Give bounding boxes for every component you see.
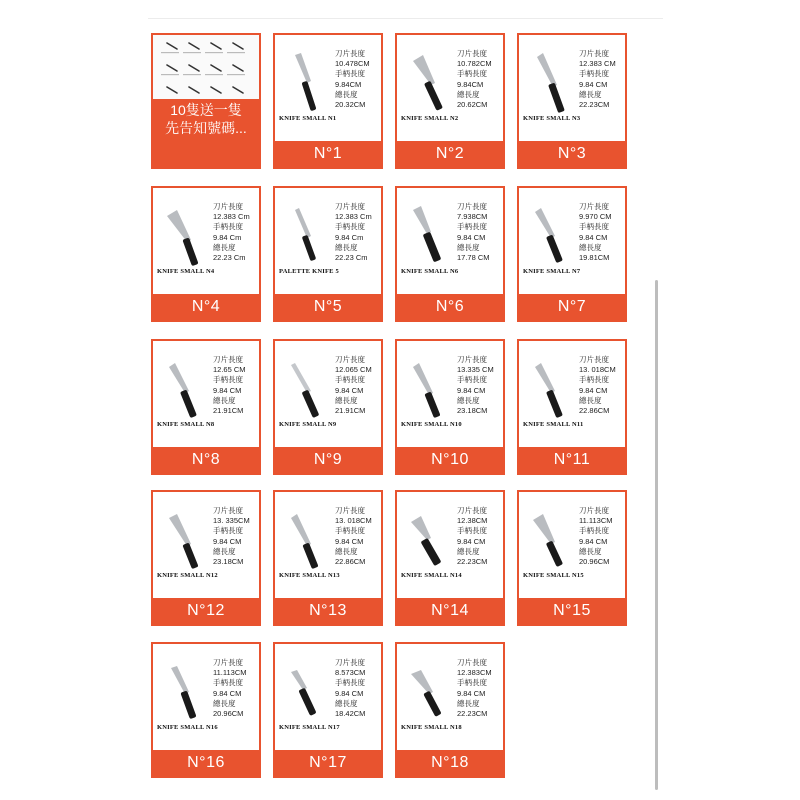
blade-length-label: 刀片長度 [579,202,609,211]
total-length-value: 22.23CM [457,557,488,567]
blade-length-label: 刀片長度 [335,355,365,364]
knife-thumbnails-icon [153,35,259,105]
handle-length-value: 9.84 CM [457,688,486,698]
total-length-value: 20.32CM [335,100,366,110]
blade-length-label: 刀片長度 [335,202,365,211]
total-length-label: 總長度 [335,698,358,708]
product-image [275,492,381,598]
blade-length-label: 刀片長度 [579,355,609,364]
product-card-n11[interactable] [517,339,627,475]
product-name: KNIFE SMALL N18 [401,724,462,731]
blade-length-value: 10.478CM [335,59,370,69]
product-specs [213,355,246,416]
handle-length-value: 9.84CM [335,79,362,89]
handle-length-value: 9.84CM [457,79,484,89]
product-image [275,188,381,294]
blade-length-label: 刀片長度 [213,202,243,211]
handle-length-label: 手柄長度 [457,69,487,79]
product-specs [335,355,372,416]
blade-length-value: 13.335 CM [457,365,494,375]
handle-length-label: 手柄長度 [335,526,365,536]
handle-length-value: 9.84 CM [457,536,486,546]
total-length-value: 22.23CM [457,709,488,719]
product-card-n7[interactable] [517,186,627,322]
total-length-value: 17.78 CM [457,253,490,263]
total-length-value: 22.86CM [579,406,610,416]
total-length-label: 總長度 [335,89,358,99]
handle-length-label: 手柄長度 [335,222,365,232]
product-name: KNIFE SMALL N6 [401,268,459,275]
total-length-label: 總長度 [335,395,358,405]
palette-knife-icon [407,200,457,270]
blade-length-value: 13. 018CM [579,365,616,375]
handle-length-label: 手柄長度 [213,526,243,536]
handle-length-label: 手柄長度 [335,69,365,79]
product-card-n15[interactable] [517,490,627,626]
total-length-value: 20.96CM [213,709,244,719]
handle-length-value: 9.84 CM [457,385,486,395]
product-name: KNIFE SMALL N15 [523,572,584,579]
total-length-value: 22.23 Cm [213,253,246,263]
promo-bar [153,141,259,167]
product-number: N°1 [275,141,381,167]
product-number: N°14 [397,598,503,624]
blade-length-label: 刀片長度 [579,506,609,515]
blade-length-value: 9.970 CM [579,212,612,222]
total-length-label: 總長度 [213,242,236,252]
blade-length-value: 12.383 Cm [213,212,250,222]
product-card-n3[interactable] [517,33,627,169]
blade-length-label: 刀片長度 [579,49,609,58]
product-name: KNIFE SMALL N9 [279,421,337,428]
blade-length-label: 刀片長度 [457,506,487,515]
palette-knife-icon [529,200,579,270]
product-card-n12[interactable] [151,490,261,626]
product-number: N°10 [397,447,503,473]
blade-length-value: 12.65 CM [213,365,246,375]
product-specs [457,202,490,263]
blade-length-label: 刀片長度 [335,49,365,58]
total-length-label: 總長度 [457,89,480,99]
total-length-value: 22.23CM [579,100,610,110]
blade-length-label: 刀片長度 [335,658,365,667]
promo-card[interactable] [151,33,261,169]
handle-length-label: 手柄長度 [335,375,365,385]
product-name: KNIFE SMALL N17 [279,724,340,731]
product-number: N°15 [519,598,625,624]
product-card-n6[interactable] [395,186,505,322]
product-card-n16[interactable] [151,642,261,778]
palette-knife-icon [407,47,457,117]
total-length-label: 總長度 [213,546,236,556]
total-length-value: 18.42CM [335,709,366,719]
palette-knife-icon [163,200,213,270]
handle-length-value: 9.84 CM [213,688,242,698]
product-number: N°4 [153,294,259,320]
blade-length-value: 8.573CM [335,668,366,678]
product-card-n8[interactable] [151,339,261,475]
handle-length-value: 9.84 CM [579,79,608,89]
total-length-label: 總長度 [579,89,602,99]
product-name: KNIFE SMALL N2 [401,115,459,122]
blade-length-value: 12.383 CM [579,59,616,69]
product-name: KNIFE SMALL N4 [157,268,215,275]
total-length-label: 總長度 [457,242,480,252]
palette-knife-icon [285,656,335,726]
total-length-value: 22.23 Cm [335,253,368,263]
product-name: KNIFE SMALL N11 [523,421,584,428]
handle-length-value: 9.84 CM [213,536,242,546]
blade-length-label: 刀片長度 [213,355,243,364]
product-image [519,492,625,598]
handle-length-value: 9.84 Cm [335,232,364,242]
total-length-label: 總長度 [213,395,236,405]
total-length-label: 總長度 [579,546,602,556]
palette-knife-icon [285,200,335,270]
product-specs [335,658,365,719]
product-specs [457,49,492,110]
product-number: N°13 [275,598,381,624]
product-name: KNIFE SMALL N12 [157,572,218,579]
product-number: N°3 [519,141,625,167]
blade-length-label: 刀片長度 [457,49,487,58]
product-name: KNIFE SMALL N14 [401,572,462,579]
product-image [153,492,259,598]
product-number: N°16 [153,750,259,776]
total-length-label: 總長度 [335,242,358,252]
handle-length-value: 9.84 Cm [213,232,242,242]
total-length-value: 20.62CM [457,100,488,110]
palette-knife-icon [163,504,213,574]
product-image [153,644,259,750]
product-image [519,341,625,447]
product-specs [335,202,372,263]
product-image [397,188,503,294]
promo-line-1: 10隻送一隻 [170,102,242,118]
blade-length-value: 12.065 CM [335,365,372,375]
product-specs [579,49,616,110]
promo-banner [153,99,259,141]
handle-length-value: 9.84 CM [335,536,364,546]
palette-knife-icon [529,353,579,423]
palette-knife-icon [285,504,335,574]
product-number: N°9 [275,447,381,473]
handle-length-value: 9.84 CM [579,536,608,546]
blade-length-value: 12.383CM [457,668,492,678]
handle-length-label: 手柄長度 [579,526,609,536]
product-specs [457,658,492,719]
total-length-value: 20.96CM [579,557,610,567]
handle-length-value: 9.84 CM [579,385,608,395]
product-specs [213,202,250,263]
promo-line-2: 先告知號碼... [165,120,247,136]
product-image [153,188,259,294]
product-card-n10[interactable] [395,339,505,475]
palette-knife-icon [163,353,213,423]
product-number: N°2 [397,141,503,167]
handle-length-label: 手柄長度 [213,375,243,385]
handle-length-label: 手柄長度 [579,222,609,232]
total-length-value: 21.91CM [335,406,366,416]
product-number: N°5 [275,294,381,320]
blade-length-value: 12.383 Cm [335,212,372,222]
palette-knife-icon [407,656,457,726]
product-name: KNIFE SMALL N8 [157,421,215,428]
product-number: N°8 [153,447,259,473]
palette-knife-icon [529,504,579,574]
blade-length-label: 刀片長度 [457,355,487,364]
palette-knife-icon [285,353,335,423]
handle-length-label: 手柄長度 [457,222,487,232]
handle-length-label: 手柄長度 [335,678,365,688]
product-card-n2[interactable] [395,33,505,169]
product-image [397,35,503,141]
total-length-value: 19.81CM [579,253,610,263]
handle-length-label: 手柄長度 [579,375,609,385]
total-length-value: 23.18CM [213,557,244,567]
product-name: KNIFE SMALL N7 [523,268,581,275]
product-card-n5[interactable] [273,186,383,322]
product-image [397,644,503,750]
product-name: KNIFE SMALL N16 [157,724,218,731]
product-image [519,188,625,294]
blade-length-value: 11.113CM [579,516,613,526]
handle-length-label: 手柄長度 [457,375,487,385]
product-image [275,35,381,141]
product-specs [579,355,616,416]
product-number: N°7 [519,294,625,320]
product-image [153,341,259,447]
product-image [397,341,503,447]
product-name: KNIFE SMALL N3 [523,115,581,122]
blade-length-value: 11.113CM [213,668,247,678]
blade-length-label: 刀片長度 [213,658,243,667]
product-specs [579,506,613,567]
total-length-label: 總長度 [579,395,602,405]
total-length-label: 總長度 [579,242,602,252]
product-specs [457,355,494,416]
handle-length-value: 9.84 CM [579,232,608,242]
total-length-value: 21.91CM [213,406,244,416]
product-image [519,35,625,141]
blade-length-label: 刀片長度 [335,506,365,515]
product-number: N°11 [519,447,625,473]
handle-length-value: 9.84 CM [213,385,242,395]
total-length-label: 總長度 [213,698,236,708]
blade-length-value: 10.782CM [457,59,492,69]
total-length-value: 23.18CM [457,406,488,416]
product-name: KNIFE SMALL N1 [279,115,337,122]
blade-length-value: 12.38CM [457,516,488,526]
handle-length-value: 9.84 CM [335,688,364,698]
product-image [397,492,503,598]
total-length-label: 總長度 [457,546,480,556]
palette-knife-icon [163,656,213,726]
handle-length-label: 手柄長度 [213,222,243,232]
product-card-n17[interactable] [273,642,383,778]
total-length-label: 總長度 [335,546,358,556]
product-specs [213,506,250,567]
handle-length-label: 手柄長度 [457,526,487,536]
handle-length-label: 手柄長度 [457,678,487,688]
blade-length-label: 刀片長度 [457,658,487,667]
product-specs [457,506,487,567]
handle-length-label: 手柄長度 [579,69,609,79]
palette-knife-icon [529,47,579,117]
palette-knife-icon [407,504,457,574]
total-length-label: 總長度 [457,395,480,405]
product-image [275,341,381,447]
product-card-n18[interactable] [395,642,505,778]
product-card-n9[interactable] [273,339,383,475]
product-specs [335,49,370,110]
product-card-n13[interactable] [273,490,383,626]
product-specs [213,658,247,719]
total-length-label: 總長度 [457,698,480,708]
product-number: N°17 [275,750,381,776]
product-name: KNIFE SMALL N13 [279,572,340,579]
product-card-n14[interactable] [395,490,505,626]
blade-length-value: 13. 335CM [213,516,250,526]
handle-length-value: 9.84 CM [335,385,364,395]
total-length-value: 22.86CM [335,557,366,567]
product-number: N°6 [397,294,503,320]
blade-length-label: 刀片長度 [457,202,487,211]
product-specs [579,202,612,263]
product-image [275,644,381,750]
product-number: N°12 [153,598,259,624]
product-card-n4[interactable] [151,186,261,322]
product-card-n1[interactable] [273,33,383,169]
handle-length-value: 9.84 CM [457,232,486,242]
palette-knife-icon [407,353,457,423]
product-specs [335,506,372,567]
product-number: N°18 [397,750,503,776]
blade-length-label: 刀片長度 [213,506,243,515]
blade-length-value: 13. 018CM [335,516,372,526]
blade-length-value: 7.938CM [457,212,488,222]
handle-length-label: 手柄長度 [213,678,243,688]
product-name: PALETTE KNIFE 5 [279,268,339,275]
product-name: KNIFE SMALL N10 [401,421,462,428]
palette-knife-icon [285,47,335,117]
